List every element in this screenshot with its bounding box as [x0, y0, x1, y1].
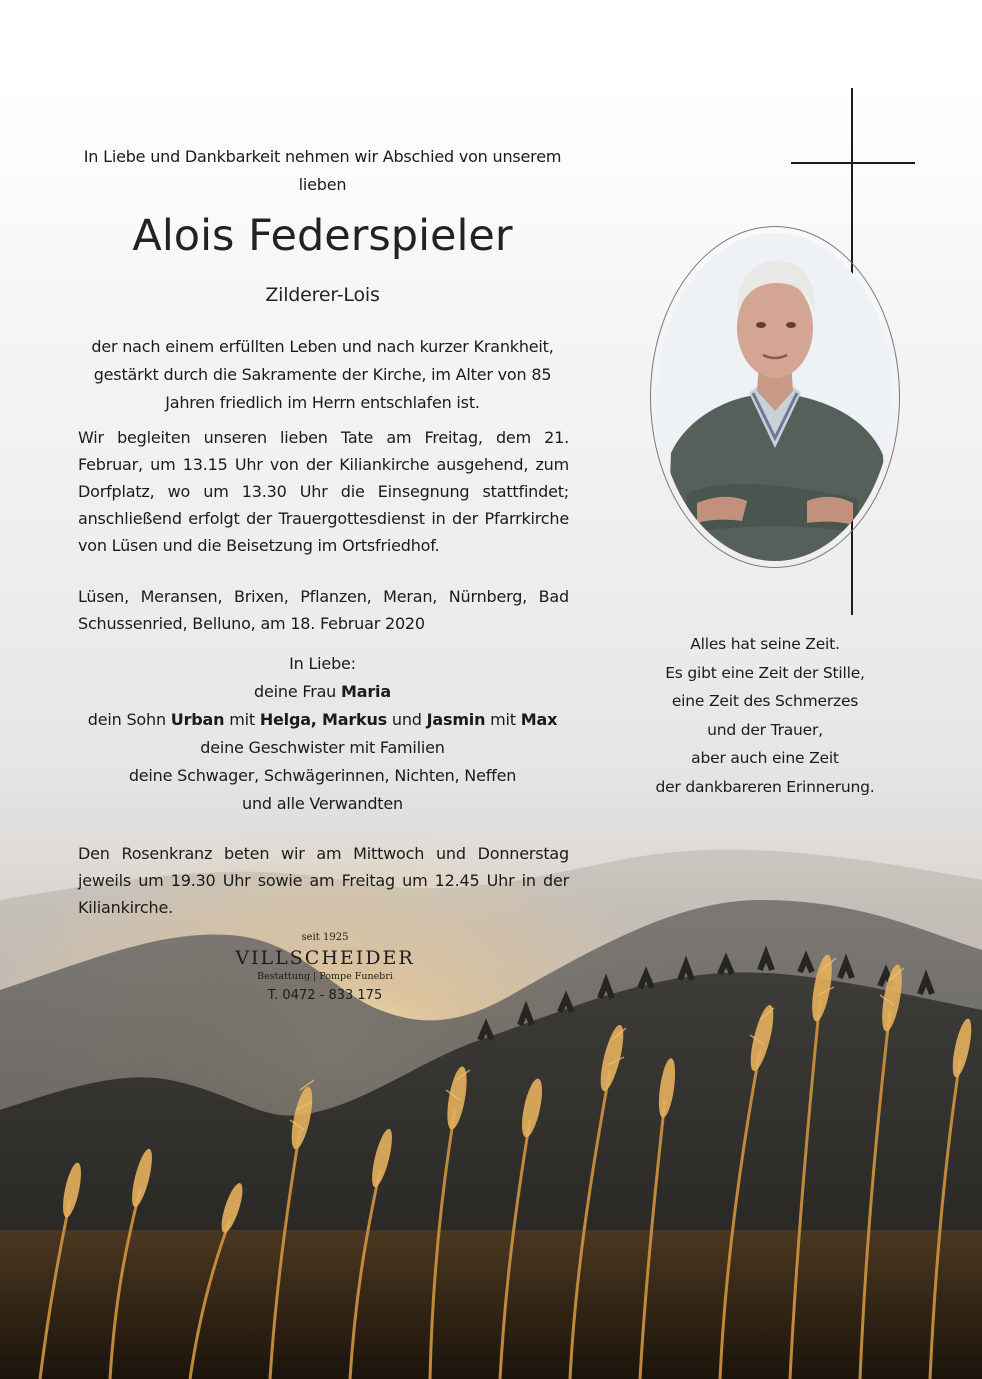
quote-block: [620, 630, 910, 801]
logo-since: seit 1925: [301, 932, 349, 943]
with-word-2: mit: [490, 710, 516, 729]
wife-prefix: deine Frau: [254, 682, 337, 701]
family-heading: In Liebe:: [289, 654, 356, 673]
family-siblings: deine Geschwister mit Familien: [200, 738, 445, 757]
life-text: der nach einem erfüllten Leben und nach kurzer Krankheit, gestärkt durch die Sakramente der Kirche, im Alter von 85 Jahren friedlich im Herrn entschlafen ist.: [91, 337, 554, 412]
grandchild-2: Max: [520, 710, 558, 729]
partner-names: Helga, Markus: [259, 710, 388, 729]
quote-line: Es gibt eine Zeit der Stille,: [665, 663, 865, 682]
quote-line: eine Zeit des Schmerzes: [671, 692, 859, 710]
rosary-text: Den Rosenkranz beten wir am Mittwoch und Donnerstag jeweils um 19.30 Uhr sowie am Freitag um 12.45 Uhr in der Kiliankirche.: [78, 844, 569, 917]
family-wife: [70, 678, 575, 706]
intro-text: In Liebe und Dankbarkeit nehmen wir Abschied von unserem lieben: [83, 147, 562, 194]
family-relatives: und alle Verwandten: [242, 794, 403, 813]
deceased-name: Alois Federspieler: [132, 211, 513, 261]
son-name: Urban: [170, 710, 225, 729]
logo-subtitle: Bestattung | Pompe Funebri: [257, 971, 393, 982]
funeral-text: Wir begleiten unseren lieben Tate am Freitag, dem 21. Februar, um 13.15 Uhr von der Kiliankirche ausgehend, zum Dorfplatz, wo um 13.30 Uhr die Einsegnung stattfindet; anschließend erfolgt der Trauergottesdienst in der Pfarrkirche von Lüsen und die Beisetzung im Ortsfriedhof.: [78, 428, 569, 555]
quote-line: aber auch eine Zeit: [691, 749, 839, 767]
funeral-home-logo: [220, 930, 430, 1008]
portrait-photo: [657, 233, 893, 561]
deceased-nickname: Zilderer-Lois: [265, 284, 380, 306]
wife-name: Maria: [341, 682, 391, 701]
family-list: [70, 650, 575, 818]
quote-line: der dankbareren Erinnerung.: [655, 777, 875, 796]
logo-name: VILLSCHEIDER: [235, 947, 415, 969]
quote-line: und der Trauer,: [707, 720, 823, 739]
places-date: Lüsen, Meransen, Brixen, Pflanzen, Meran, Nürnberg, Bad Schussenried, Belluno, am 18. Februar 2020: [78, 587, 569, 633]
logo-phone: T. 0472 - 833 175: [267, 988, 383, 1003]
and-word: und: [391, 710, 422, 729]
quote-line: Alles hat seine Zeit.: [690, 635, 840, 653]
family-in-laws: deine Schwager, Schwägerinnen, Nichten, Neffen: [128, 766, 517, 785]
cross-horizontal-bar: [791, 162, 915, 164]
grandchild-1: Jasmin: [426, 710, 486, 729]
family-son: [70, 706, 575, 734]
portrait-illustration: [657, 233, 893, 561]
with-word-1: mit: [229, 710, 255, 729]
son-prefix: dein Sohn: [87, 710, 166, 729]
